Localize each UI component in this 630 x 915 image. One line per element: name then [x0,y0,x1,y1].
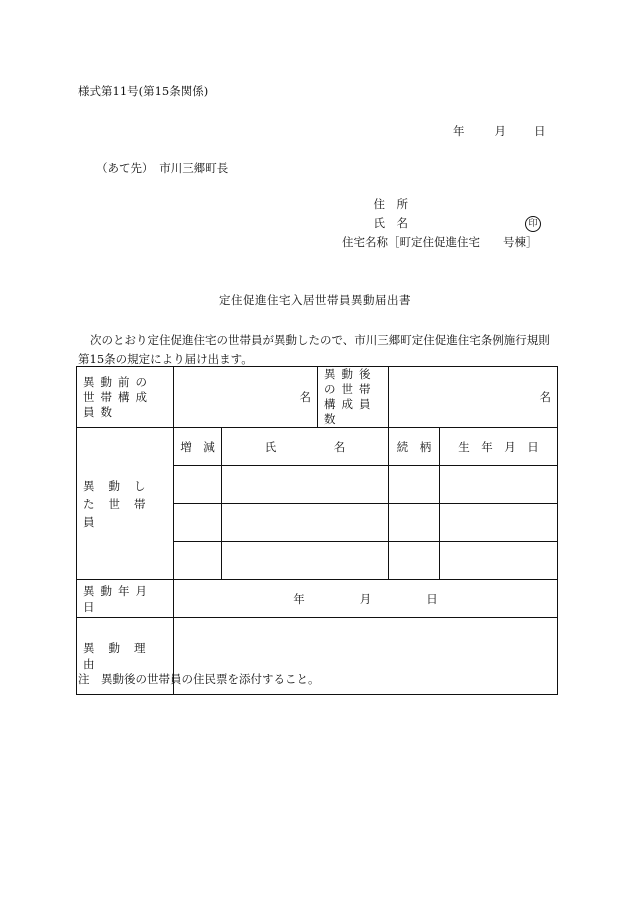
change-date-value[interactable] [174,580,558,618]
relation-cell[interactable] [389,466,440,504]
submission-date [453,123,546,139]
form-number: 様式第11号(第15条関係) [78,84,209,98]
applicant-block [342,196,552,253]
notification-table [76,366,558,695]
document-title: 定住促進住宅入居世帯員異動届出書 [219,293,411,307]
address-label: 住 所 [373,197,408,211]
change-date-month: 月 [359,591,372,606]
date-month: 月 [494,124,506,138]
date-day: 日 [534,124,546,138]
date-year: 年 [453,124,465,138]
before-count-unit: 名 [174,367,318,428]
birthdate-cell[interactable] [440,466,558,504]
footnote: 注 異動後の世帯員の住民票を添付すること。 [78,672,320,686]
change-cell[interactable] [174,504,222,542]
change-cell[interactable] [174,466,222,504]
name-cell[interactable] [222,466,389,504]
housing-label: 住宅名称 [342,235,388,249]
name-cell[interactable] [222,504,389,542]
housing-value: ［町定住促進住宅 号棟］ [388,235,538,249]
change-cell[interactable] [174,542,222,580]
before-count-label: 異動前の世帯構成員数 [77,367,174,428]
col-birthdate: 生 年 月 日 [440,428,558,466]
birthdate-cell[interactable] [440,504,558,542]
body-text: 次のとおり定住促進住宅の世帯員が異動したので、市川三郷町定住促進住宅条例施行規則第15条の規定により届け出ます。 [78,333,550,366]
relation-cell[interactable] [389,504,440,542]
name-label: 氏 名 [373,216,408,230]
members-label: 異動した世帯員 [77,428,174,580]
change-date-year: 年 [293,591,305,606]
change-date-day: 日 [426,591,438,606]
after-count-label: 異動後の世帯構成員数 [318,367,389,428]
col-relation: 続 柄 [389,428,440,466]
reason-label: 異動理由 [77,618,174,695]
col-name: 氏 名 [222,428,389,466]
change-date-label: 異動年月日 [77,580,174,618]
relation-cell[interactable] [389,542,440,580]
birthdate-cell[interactable] [440,542,558,580]
addressee: （あて先） 市川三郷町長 [96,161,229,175]
after-count-unit: 名 [389,367,558,428]
name-cell[interactable] [222,542,389,580]
seal-mark: 印 [525,216,541,232]
col-change: 増 減 [174,428,222,466]
